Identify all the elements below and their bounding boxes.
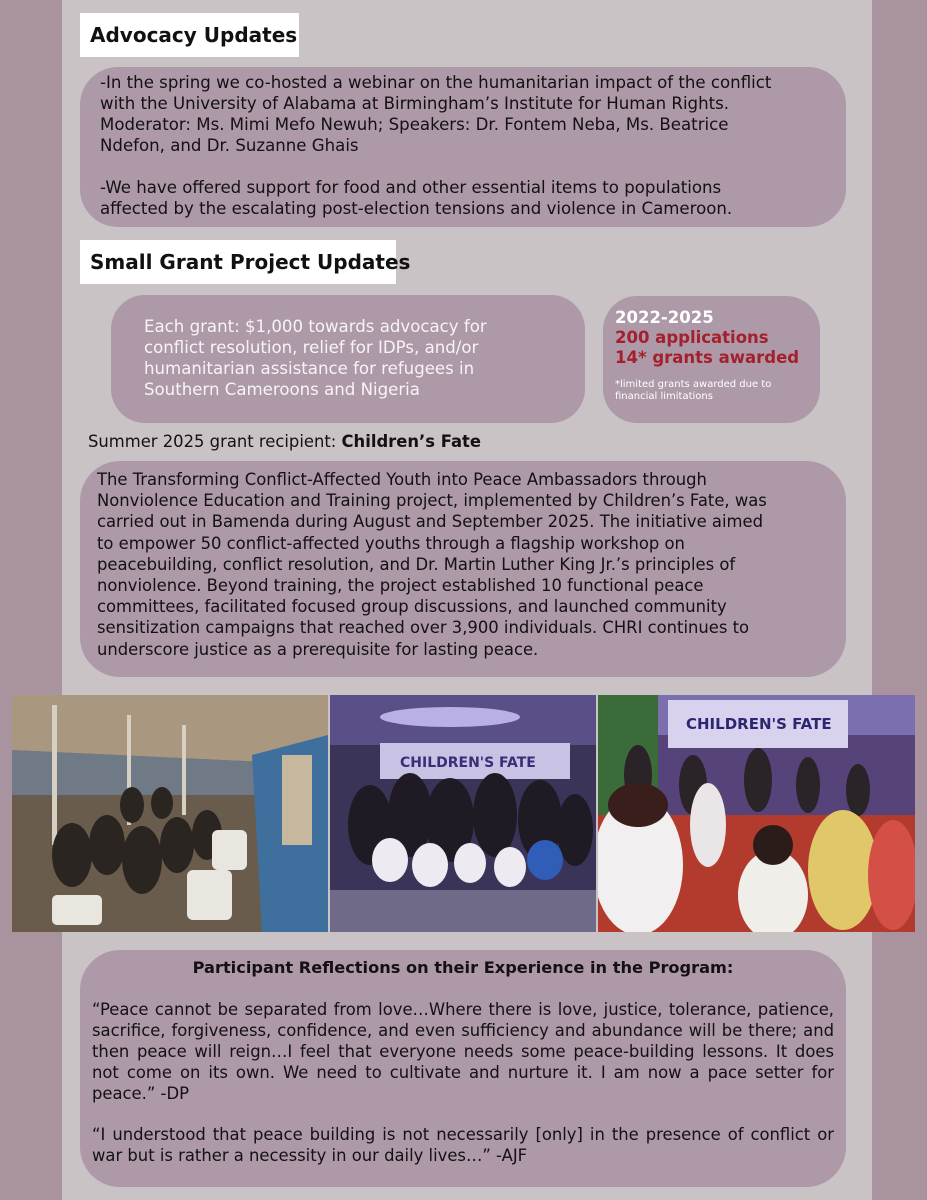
advocacy-webinar-text: -In the spring we co-hosted a webinar on the humanitarian impact of the conflict with the University of Alabama at Birmingham’s Institute for Human Rights. Moderator: Ms. Mimi Mefo Newuh; Speakers: Dr. Fontem Neba, Ms. Beatrice Ndefon, and Dr. Suzanne Ghais [100, 73, 772, 155]
small-grants-heading: Small Grant Project Updates [80, 240, 396, 284]
project-summary-box [80, 461, 846, 677]
grant-description-box [111, 295, 585, 423]
participant-reflections-box [80, 950, 846, 1187]
workshop-photo-group [330, 695, 596, 932]
stats-period: 2022-2025 [615, 308, 714, 327]
stats-applications: 200 applications [615, 328, 769, 347]
stats-grants-awarded: 14* grants awarded [615, 348, 800, 367]
banner-text-ceremony-photo: CHILDREN'S FATE [686, 715, 832, 733]
photo-strip [12, 695, 915, 932]
project-summary-text: The Transforming Conflict-Affected Youth into Peace Ambassadors through Nonviolence Education and Training project, implemented by Children’s Fate, was carried out in Bamenda during August and September 2025. The initiative aimed to empower 50 conflict-affected youths through a flagship workshop on peacebuilding, conflict resolution, and Dr. Martin Luther King Jr.’s principles of nonviolence. Beyond training, the project established 10 functional peace committees, facilitated focused group discussions, and launched community sensitization campaigns that reached over 3,900 individuals. CHRI continues to underscore justice as a prerequisite for lasting peace. [97, 470, 767, 659]
banner-text-group-photo: CHILDREN'S FATE [400, 755, 536, 771]
advocacy-updates-box [80, 67, 846, 227]
grant-description-text: Each grant: $1,000 towards advocacy for conflict resolution, relief for IDPs, and/or humanitarian assistance for refugees in Southern Cameroons and Nigeria [144, 317, 487, 399]
workshop-photo-seated-participants [12, 695, 328, 932]
workshop-photo-ceremony [598, 695, 915, 932]
recipient-name: Children’s Fate [341, 432, 481, 451]
grant-stats-box [603, 296, 820, 423]
reflections-title: Participant Reflections on their Experience in the Program: [192, 958, 734, 977]
grant-recipient-line [88, 431, 481, 453]
reflection-quote-ajf: “I understood that peace building is not necessarily [only] in the presence of conflict or war but is rather a necessity in our daily lives…” -AJF [92, 1125, 834, 1166]
advocacy-heading: Advocacy Updates [80, 13, 299, 57]
recipient-label: Summer 2025 grant recipient: [88, 432, 342, 451]
stats-footnote: *limited grants awarded due to financial limitations [615, 379, 772, 402]
reflection-quote-dp: “Peace cannot be separated from love…Where there is love, justice, tolerance, patience, sacrifice, forgiveness, confidence, and even sufficiency and abundance will be there; and then peace will reign…I feel that everyone needs some peace-building lessons. It does not come on its own. We need to cultivate and nurture it. I am now a pace setter for peace.” -DP [92, 999, 834, 1103]
advocacy-support-text: -We have offered support for food and other essential items to populations affected by the escalating post-election tensions and violence in Cameroon. [100, 178, 733, 218]
